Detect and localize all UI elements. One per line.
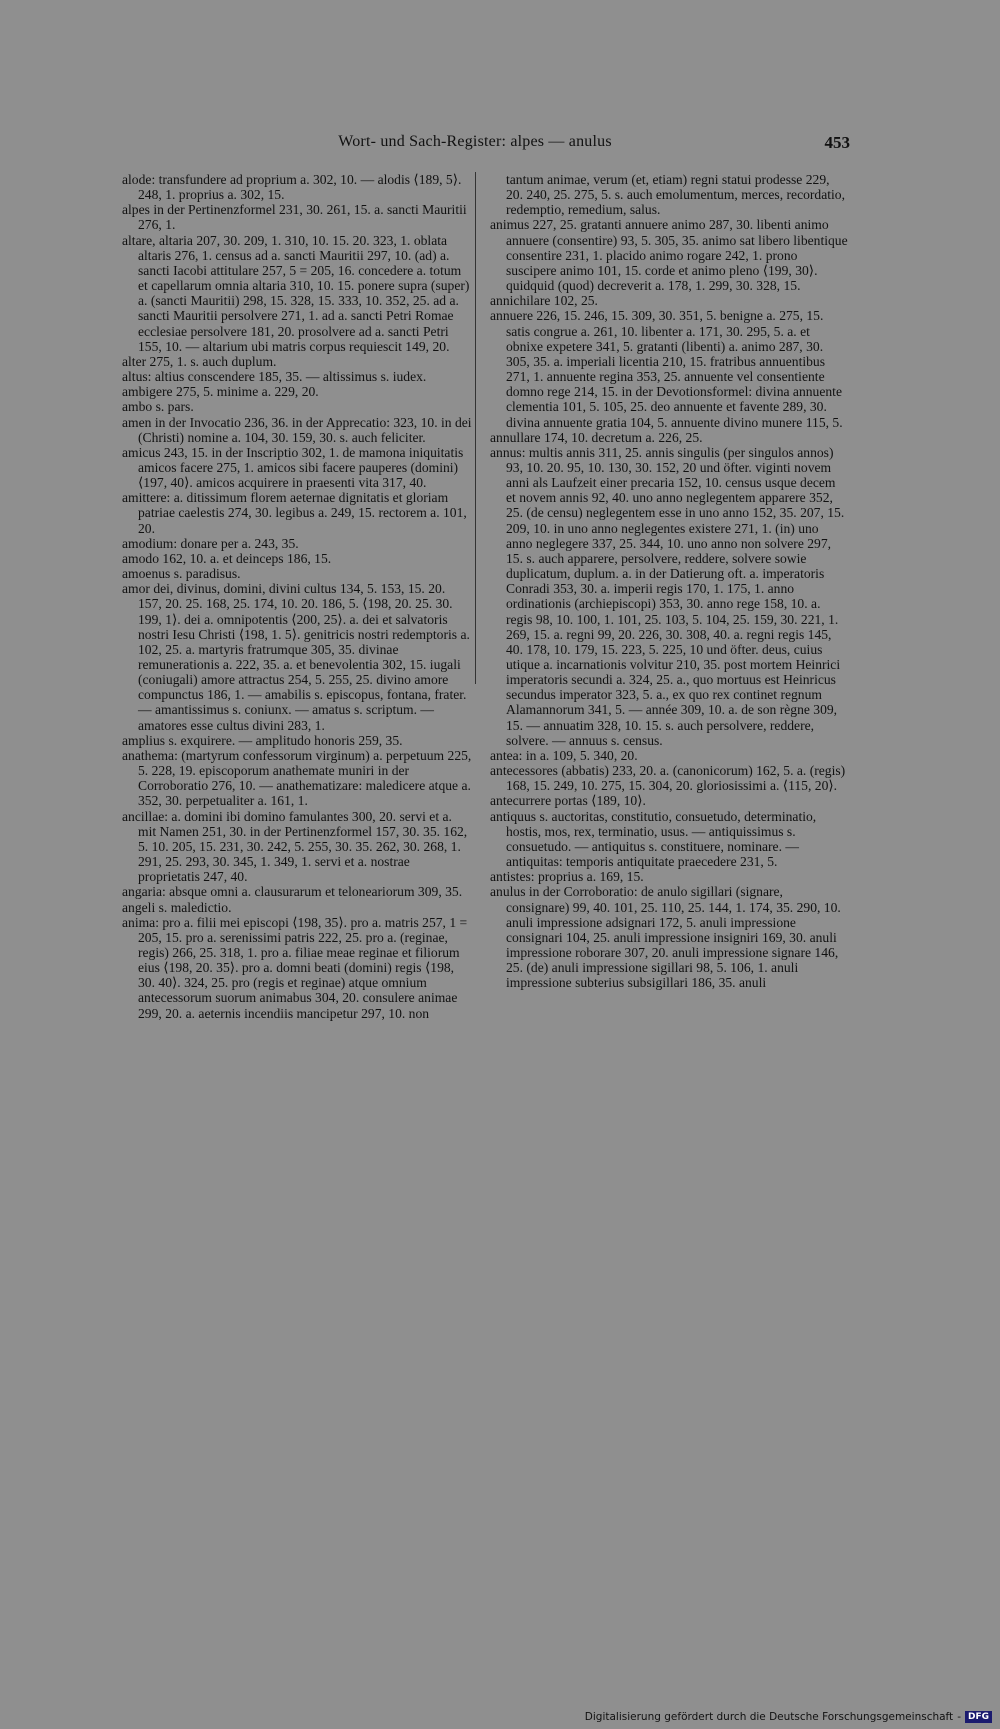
index-entry: alpes in der Pertinenzformel 231, 30. 261, 15. a. sancti Mauritii 276, 1. [122,202,467,233]
dfg-logo-icon: DFG [965,1711,992,1723]
index-entry: altare, altaria 207, 30. 209, 1. 310, 10. 15. 20. 323, 1. oblata altaris 276, 1. census ad a. sancti Mauritii 297, 10. (ad) a. sancti Iacobi attitulare 257, 5 = 205, 16. concedere a. totum et capellarum omnia altaria 310, 10. 15. ponere supra (super) a. (sancti Mauritii) 298, 15. 328, 15. 333, 10. 352, 25. ad a. sancti Mauritii persolvere 271, 1. ad a. sancti Petri Romae ecclesiae persolvere 181, 20. prosolvere ad a. sancti Petri 155, 10. — altarium ubi matris corpus requiescit 149, 20. [122,232,470,354]
running-title: Wort- und Sach-Register: alpes — anulus [338,133,612,150]
index-entry: anima: pro a. filii mei episcopi ⟨198, 35⟩. pro a. matris 257, 1 = 205, 15. pro a. serenissimi patris 222, 25. pro a. (reginae, regis) 266, 25. 318, 1. pro a. filiae meae reginae et filiorum eius ⟨198, 20. 35⟩. pro a. domni beati (domini) regis ⟨198, 30. 40⟩. 324, 25. pro (regis et reginae) atque omnium antecessorum suorum animabus 304, 20. consulere animae 299, 20. a. aeternis incendiis mancipetur 297, 10. non [122,914,468,1021]
page-header [100,133,850,159]
index-entry: amen in der Invocatio 236, 36. in der Apprecatio: 323, 10. in dei (Christi) nomine a. 104, 30. 159, 30. s. auch feliciter. [122,414,472,445]
index-entry: anulus in der Corroboratio: de anulo sigillari (signare, consignare) 99, 40. 101, 25. 110, 25. 144, 1. 174, 35. 290, 10. anuli impressione adsignari 172, 5. anuli impressione consignari 104, 25. anuli impressione insigniri 169, 30. anuli impressione roborare 307, 20. anuli impressione signare 146, 25. (de) anuli impressione sigillari 98, 5. 106, 1. anuli impressione subterius subsigillari 186, 35. anuli [490,884,841,991]
index-entry: angeli s. maledictio. [122,899,232,915]
index-entry: annichilare 102, 25. [490,293,598,309]
index-entry: alode: transfundere ad proprium a. 302, 10. — alodis ⟨189, 5⟩. 248, 1. proprius a. 302, 15. [122,172,462,203]
index-entry: annuere 226, 15. 246, 15. 309, 30. 351, 5. benigne a. 275, 15. satis congrue a. 261, 10. libenter a. 171, 30. 295, 5. a. et obnixe expetere 341, 5. gratanti (libenti) a. animo 287, 30. 305, 35. a. imperiali licentia 210, 15. fratribus annuentibus 271, 1. annuente regina 353, 25. annuente vel consentiente domno rege 214, 15. in der Devotionsformel: divina annuente clementia 101, 5. 105, 25. deo annuente et favente 289, 30. divina annuente gratia 104, 5. annuente divino munere 115, 5. [490,308,843,430]
index-entry: animus 227, 25. gratanti annuere animo 287, 30. libenti animo annuere (consentire) 93, 5. 305, 35. animo sat libero libentique consentire 231, 1. placido animo rogare 242, 1. prono suscipere animo 101, 15. corde et animo pleno ⟨199, 30⟩. quidquid (quod) decreverit a. 178, 1. 299, 30. 328, 15. [490,217,848,294]
index-entry: antistes: proprius a. 169, 15. [490,869,644,885]
footer-text: Digitalisierung gefördert durch die Deutsche Forschungsgemeinschaft [584,1711,954,1723]
index-entry: tantum animae, verum (et, etiam) regni statui prodesse 229, 20. 240, 25. 275, 5. s. auch emolumentum, merces, recordatio, redemptio, remedium, salus. [506,172,846,218]
index-entry: altus: altius conscendere 185, 35. — altissimus s. iudex. [122,369,427,385]
index-entry: antecurrere portas ⟨189, 10⟩. [490,793,646,809]
index-entry: ambigere 275, 5. minime a. 229, 20. [122,384,319,400]
index-entry: angaria: absque omni a. clausurarum et teloneariorum 309, 35. [122,884,463,900]
index-entry: amodo 162, 10. a. et deinceps 186, 15. [122,550,332,566]
index-entry: ambo s. pars. [122,399,194,415]
index-entry: annullare 174, 10. decretum a. 226, 25. [490,429,703,445]
index-entry: amoenus s. paradisus. [122,566,241,582]
footer-separator: - [957,1711,961,1723]
index-entry: annus: multis annis 311, 25. annis singulis (per singulos annos) 93, 10. 20. 95, 10. 130, 30. 152, 20 und öfter. viginti novem anni als Laufzeit einer precaria 152, 10. census usque decem et novem annis 92, 40. uno anno neglegentem apparere 352, 25. (de censu) neglegentem esse in uno anno 152, 35. 207, 15. 209, 10. in uno anno neglegentes existere 271, 1. (in) uno anno neglegere 337, 25. 344, 10. uno anno non solvere 297, 15. s. auch apparere, persolvere, reddere, solvere sowie duplicatum, duplum. a. in der Datierung oft. a. imperatoris Conradi 353, 30. a. imperii regis 170, 1. 175, 1. anno ordinationis (archiepiscopi) 353, 30. anno rege 158, 10. a. regis 98, 10. 100, 1. 101, 25. 103, 5. 104, 25. 159, 30. 221, 1. 269, 15. a. regni 99, 20. 226, 30. 308, 40. a. regni regis 145, 40. 178, 10. 179, 15. 223, 5. 225, 10 und öfter. deus, cuius utique a. incarnationis volvitur 210, 35. post mortem Heinrici imperatoris secundi a. 324, 25. a., quo mortuus est Heinricus secundus imperator 323, 5. a., ex quo rex continet regnum Alamannorum 341, 5. — année 309, 10. a. de son règne 309, 15. — annuatim 328, 10. 15. s. auch persolvere, reddere, solvere. — annuus s. census. [490,444,845,748]
index-entry: antiquus s. auctoritas, constitutio, consuetudo, determinatio, hostis, mos, rex, terminatio, usus. — antiquissimus s. consuetudo. — antiquitus s. constituere, nominare. — antiquitas: temporis antiquitate praecedere 231, 5. [490,808,817,870]
index-entry: alter 275, 1. s. auch duplum. [122,353,277,369]
right-column [490,172,848,990]
left-column [122,172,472,1021]
index-entry: amplius s. exquirere. — amplitudo honoris 259, 35. [122,732,403,748]
index-entry: anathema: (martyrum confessorum virginum) a. perpetuum 225, 5. 228, 19. episcoporum anathemate muniri in der Corroboratio 276, 10. — anathematizare: maledicere atque a. 352, 30. perpetualiter a. 161, 1. [122,747,472,809]
index-entry: amor dei, divinus, domini, divini cultus 134, 5. 153, 15. 20. 157, 20. 25. 168, 25. 174, 10. 20. 186, 5. ⟨198, 20. 25. 30. 199, 1⟩. dei a. omnipotentis ⟨200, 25⟩. a. dei et salvatoris nostri Iesu Christi ⟨198, 1. 5⟩. genitricis nostri redemptoris a. 102, 25. a. martyris fratrumque 305, 35. divinae remunerationis a. 222, 35. a. et benevolentia 302, 15. iugali (coniugali) amore attractus 254, 5. 255, 25. divino amore compunctus 186, 1. — amabilis s. episcopus, fontana, frater. — amantissimus s. coniunx. — amatus s. scriptum. — amatores esse cultus divini 283, 1. [122,581,470,733]
index-entry: amittere: a. ditissimum florem aeternae dignitatis et gloriam patriae caelestis 274, 30. legibus a. 249, 15. rectorem a. 101, 20. [122,490,467,536]
page-number: 453 [824,133,850,152]
column-divider [475,172,476,684]
index-entry: antecessores (abbatis) 233, 20. a. (canonicorum) 162, 5. a. (regis) 168, 15. 249, 10. 275, 15. 304, 20. gloriosissimi a. ⟨115, 20⟩. [490,763,846,794]
index-entry: amicus 243, 15. in der Inscriptio 302, 1. de mamona iniquitatis amicos facere 275, 1. amicos sibi facere pauperes (domini) ⟨197, 40⟩. amicos acquirere in praesenti vita 317, 40. [122,444,464,491]
index-entry: antea: in a. 109, 5. 340, 20. [490,747,638,763]
footer-credit [585,1711,992,1723]
index-entry: amodium: donare per a. 243, 35. [122,535,299,551]
index-entry: ancillae: a. domini ibi domino famulantes 300, 20. servi et a. mit Namen 251, 30. in der Pertinenzformel 157, 30. 35. 162, 5. 10. 205, 15. 231, 30. 242, 5. 255, 30. 35. 262, 30. 268, 1. 291, 25. 293, 30. 345, 1. 349, 1. servi et a. nostrae proprietatis 247, 40. [122,808,468,885]
